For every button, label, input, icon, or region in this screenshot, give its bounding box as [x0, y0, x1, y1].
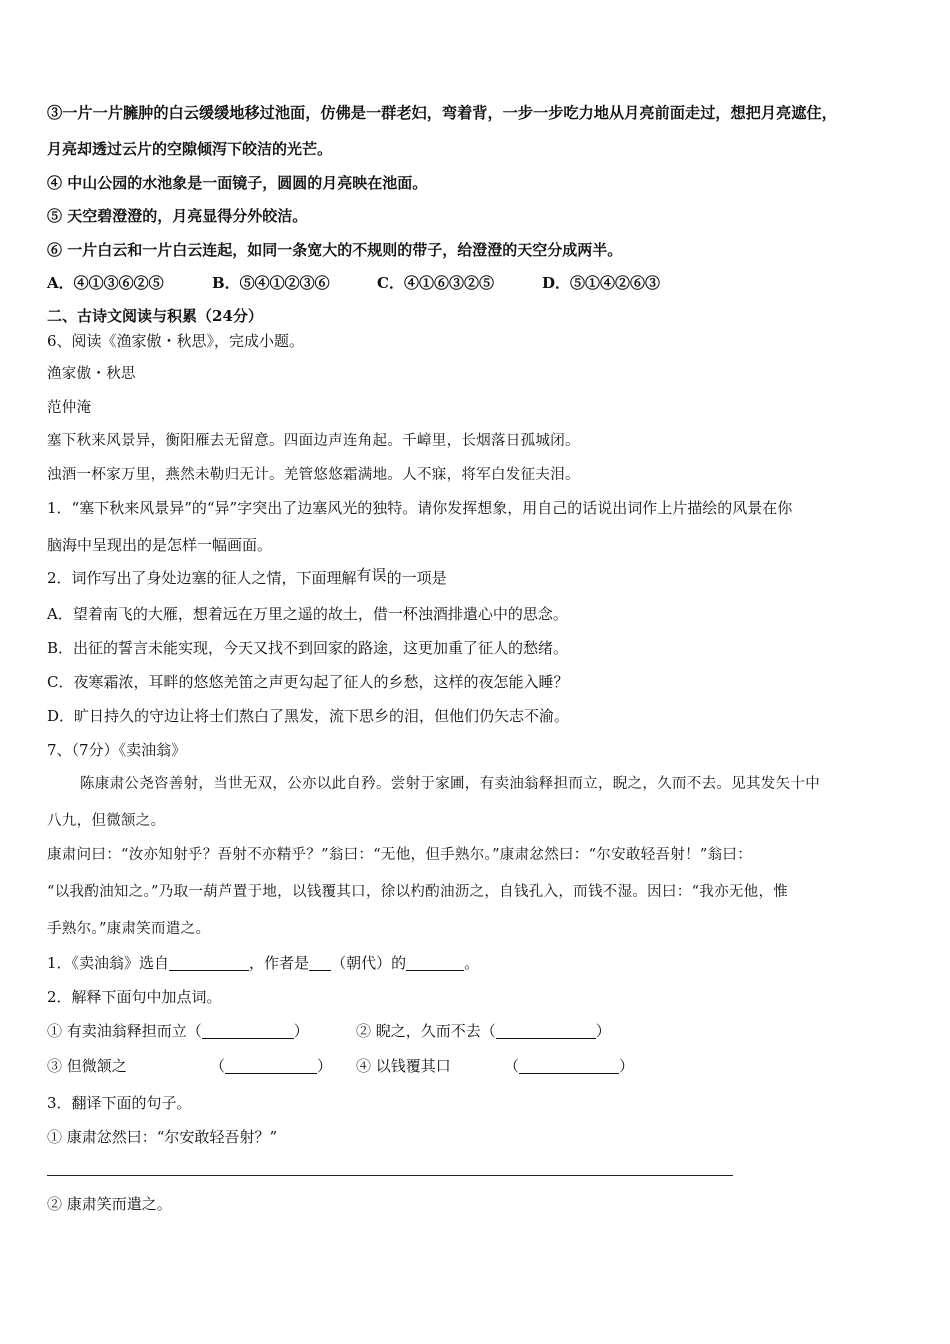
explain-item-2 — [356, 1021, 611, 1041]
explain-item-1 — [47, 1021, 309, 1041]
explain-item-4: ④ 以钱覆其口 — [356, 1057, 451, 1075]
q7-sub-1-text-b: ，作者是 — [249, 954, 310, 972]
answer-line[interactable] — [47, 1175, 733, 1176]
passage-p2c: 手熟尔。”康肃笑而遣之。 — [47, 921, 211, 937]
q5-sentence-5: ⑤ 天空碧澄澄的，月亮显得分外皎洁。 — [47, 207, 308, 225]
q6-question-1a: 1．“塞下秋来风景异”的“异”字突出了边塞风光的独特。请你发挥想象，用自己的话说出词作上片描绘的风景在你 — [47, 499, 793, 517]
explain-item-1-text: ① 有卖油翁释担而立（ — [47, 1022, 202, 1040]
paren-open: （ — [504, 1057, 520, 1075]
paren-close: ） — [317, 1057, 333, 1075]
q5-options — [47, 273, 660, 293]
q6-intro: 6、阅读《渔家傲・秋思》，完成小题。 — [47, 332, 305, 350]
q7-sub-1-text-a: 1．《卖油翁》选自 — [47, 954, 170, 972]
q5-option-a: A．④①③⑥②⑤ — [47, 274, 164, 292]
q7-sub-1-text-c: （朝代）的 — [331, 954, 407, 972]
source-blank[interactable] — [169, 954, 249, 971]
dynasty-blank[interactable] — [309, 954, 331, 971]
q7-sub-3: 3．翻译下面的句子。 — [47, 1094, 192, 1112]
passage-p2b: “以我酌油知之。”乃取一葫芦置于地，以钱覆其口，徐以杓酌油沥之，自钱孔入，而钱不湿。因曰：“我亦无他，惟 — [47, 884, 789, 900]
q5-option-d: D．⑤①④②⑥③ — [542, 274, 661, 292]
explain-item-4-answer — [504, 1056, 634, 1076]
q6-question-2-text: 2．词作写出了身处边塞的征人之情，下面理解 — [47, 569, 357, 587]
translate-item-1: ① 康肃忿然曰：“尔安敢轻吾射？” — [47, 1128, 278, 1146]
q7-sub-2: 2．解释下面句中加点词。 — [47, 988, 222, 1006]
passage-p2a: 康肃问曰：“汝亦知射乎？吾射不亦精乎？”翁曰：“无他，但手熟尔。”康肃忿然曰：“尔安敢轻吾射！”翁曰： — [47, 847, 753, 863]
explain-blank-1[interactable] — [202, 1022, 294, 1039]
q7-sub-1 — [47, 953, 479, 973]
q5-option-c: C．④①⑥③②⑤ — [377, 274, 494, 292]
poem-line-2: 浊酒一杯家万里，燕然未勒归无计。羌管悠悠霜满地。人不寐，将军白发征夫泪。 — [47, 467, 580, 483]
passage-p1b: 八九，但微颔之。 — [47, 813, 166, 829]
q6-option-b: B．出征的誓言未能实现，今天又找不到回家的路途，这更加重了征人的愁绪。 — [47, 639, 569, 657]
q5-sentence-3a: ③一片一片臃肿的白云缓缓地移过池面，仿佛是一群老妇，弯着背，一步一步吃力地从月亮前面走过，想把月亮遮住， — [47, 104, 837, 122]
q5-sentence-4: ④ 中山公园的水池象是一面镜子，圆圆的月亮映在池面。 — [47, 174, 428, 192]
q6-option-d: D．旷日持久的守边让将士们熬白了黑发，流下思乡的泪，但他们仍矢志不渝。 — [47, 707, 570, 725]
explain-item-3-answer — [210, 1056, 332, 1076]
translate-item-2: ② 康肃笑而遣之。 — [47, 1195, 172, 1213]
q6-question-2 — [47, 568, 447, 588]
paren-close: ） — [293, 1022, 309, 1040]
explain-item-2-text: ② 睨之，久而不去（ — [356, 1022, 496, 1040]
q7-intro: 7、（7分）《卖油翁》 — [47, 741, 187, 759]
section-heading: 二、古诗文阅读与积累（24分） — [47, 307, 263, 325]
explain-blank-4[interactable] — [519, 1057, 619, 1074]
q7-sub-1-text-d: 。 — [464, 954, 480, 972]
poem-title: 渔家傲・秋思 — [47, 366, 136, 382]
q5-sentence-6: ⑥ 一片白云和一片白云连起，如同一条宽大的不规则的带子，给澄澄的天空分成两半。 — [47, 241, 623, 259]
poem-author: 范仲淹 — [47, 400, 92, 416]
explain-item-3: ③ 但微颔之 — [47, 1057, 127, 1075]
q5-sentence-3b: 月亮却透过云片的空隙倾泻下皎洁的光芒。 — [47, 140, 333, 158]
poem-line-1: 塞下秋来风景异，衡阳雁去无留意。四面边声连角起。千嶂里，长烟落日孤城闭。 — [47, 433, 580, 449]
q6-question-2-tail: 的一项是 — [386, 569, 447, 587]
explain-blank-2[interactable] — [496, 1022, 596, 1039]
q5-option-b: B．⑤④①②③⑥ — [212, 274, 330, 292]
q6-option-c: C．夜寒霜浓，耳畔的悠悠羌笛之声更勾起了征人的乡愁，这样的夜怎能入睡？ — [47, 673, 569, 691]
passage-p1a: 陈康肃公尧咨善射，当世无双，公亦以此自矜。尝射于家圃，有卖油翁释担而立，睨之，久而不去。见其发矢十中 — [80, 776, 820, 792]
q6-option-a: A．望着南飞的大雁，想着远在万里之遥的故土，借一杯浊酒排遣心中的思念。 — [47, 605, 568, 623]
paren-close: ） — [595, 1022, 611, 1040]
q6-question-1b: 脑海中呈现出的是怎样一幅画面。 — [47, 536, 273, 554]
author-blank[interactable] — [406, 954, 464, 971]
q6-question-2-emphasis: 有误 — [356, 566, 387, 584]
paren-open: （ — [210, 1057, 226, 1075]
paren-close: ） — [619, 1057, 635, 1075]
explain-blank-3[interactable] — [225, 1057, 317, 1074]
